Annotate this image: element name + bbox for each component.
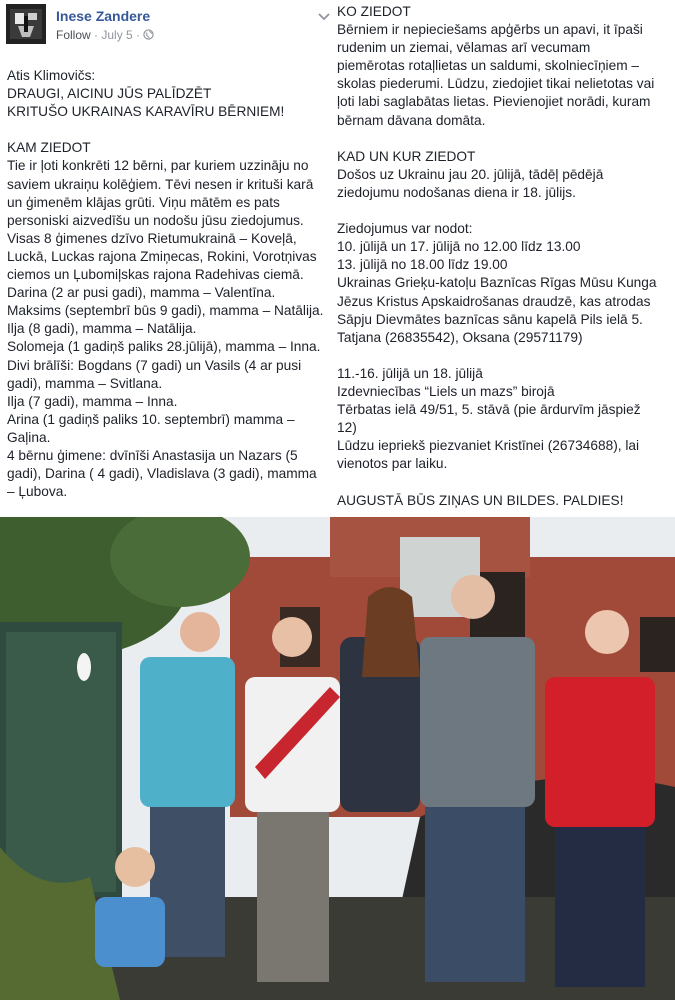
profile-avatar[interactable] bbox=[6, 4, 46, 44]
right-text-line: Jēzus Kristus Apskaidrošanas draudzē, kas atrodas bbox=[337, 293, 651, 309]
right-text-line bbox=[337, 202, 669, 220]
meta-separator-2: · bbox=[132, 28, 144, 42]
post-date[interactable]: July 5 bbox=[101, 28, 133, 42]
right-text-line bbox=[337, 347, 669, 365]
left-text-line: gadi), mamma – Svitlana. bbox=[7, 375, 163, 391]
right-text-line: Tērbatas ielā 49/51, 5. stāvā (pie ārdurvīm jāspiež bbox=[337, 402, 641, 418]
left-text-line: Visas 8 ģimenes dzīvo Rietumukrainā – Koveļā, bbox=[7, 230, 297, 246]
left-text-line: gadi), Darina ( 4 gadi), Vladislava (3 gadi), mamma bbox=[7, 466, 317, 482]
left-text-line: – Ļubova. bbox=[7, 484, 68, 500]
right-text-line: Došos uz Ukrainu jau 20. jūlijā, tādēļ pēdējā bbox=[337, 166, 604, 182]
right-text-line: 13. jūlijā no 18.00 līdz 19.00 bbox=[337, 257, 508, 273]
left-text-line: personiski aizvedīšu un nodošu jūsu ziedojumus. bbox=[7, 212, 304, 228]
post-text-left-column bbox=[7, 67, 335, 501]
right-text-line: KO ZIEDOT bbox=[337, 4, 411, 19]
post-text-right-column bbox=[337, 3, 669, 510]
post-photo[interactable] bbox=[0, 517, 675, 1000]
right-text-line: ziedojumu nodošanas diena ir 18. jūlijs. bbox=[337, 184, 576, 200]
right-text-line: 10. jūlijā un 17. jūlijā no 12.00 līdz 13.00 bbox=[337, 239, 581, 255]
right-text-line: KAD UN KUR ZIEDOT bbox=[337, 148, 476, 164]
left-text-line: Arina (1 gadiņš paliks 10. septembrī) mamma – bbox=[7, 411, 295, 427]
left-text-line: Gaļina. bbox=[7, 429, 51, 445]
right-text-line: piemērotas rotaļlietas un saldumi, skolniecīņiem – bbox=[337, 58, 640, 74]
left-text-line: Divi brālīši: Bogdans (7 gadi) un Vasils (4 ar pusi bbox=[7, 357, 302, 373]
left-text-line: ciemos un Ļubomiļskas rajona Radehivas ciemā. bbox=[7, 267, 304, 283]
left-text-line: Solomeja (1 gadiņš paliks 28.jūlijā), mamma – Inna. bbox=[7, 339, 321, 355]
right-text-line bbox=[337, 130, 669, 148]
right-text-line: Sāpju Dievmātes baznīcas sānu kapelā Pils ielā 5. bbox=[337, 311, 643, 327]
right-text-line: Tatjana (26835542), Oksana (29571179) bbox=[337, 329, 583, 345]
post-meta bbox=[56, 28, 154, 42]
right-text-line bbox=[337, 473, 669, 491]
meta-separator: · bbox=[90, 28, 102, 42]
right-text-line: vienotos par laiku. bbox=[337, 456, 448, 472]
left-text-line: Atis Klimovičs: bbox=[7, 68, 96, 83]
right-text-line: skolas piederumi. Lūdzu, ziedojiet tikai nelietotas vai bbox=[337, 76, 655, 92]
avatar-image bbox=[6, 4, 46, 44]
right-text-line: 11.-16. jūlijā un 18. jūlijā bbox=[337, 365, 483, 381]
left-text-line: Darina (2 ar pusi gadi), mamma – Valentīna. bbox=[7, 285, 276, 301]
post-header bbox=[6, 4, 332, 46]
left-text-line bbox=[7, 121, 335, 139]
left-text-line: un ģimenēm klājas grūti. Viņu mātēm es pats bbox=[7, 194, 280, 210]
right-text-line: bērnam dāvana domāta. bbox=[337, 112, 486, 128]
children-photo bbox=[0, 517, 675, 1000]
follow-link[interactable]: Follow bbox=[56, 28, 91, 42]
left-text-line: Ilja (7 gadi), mamma – Inna. bbox=[7, 393, 178, 409]
right-text-line: Ukrainas Grieķu-katoļu Baznīcas Rīgas Mūsu Kunga bbox=[337, 275, 657, 291]
left-text-line: Maksims (septembrī būs 9 gadi), mamma – Natālija. bbox=[7, 303, 324, 319]
right-text-line: Bērniem ir nepieciešams apģērbs un apavi, it īpaši bbox=[337, 22, 643, 38]
author-name[interactable]: Inese Zandere bbox=[56, 8, 151, 24]
right-text-line: Izdevniecības “Liels un mazs” birojā bbox=[337, 383, 555, 399]
left-text-line: DRAUGI, AICINU JŪS PALĪDZĒT bbox=[7, 86, 212, 102]
right-text-line: 12) bbox=[337, 420, 357, 436]
left-text-line: 4 bērnu ģimene: dvīnīši Anastasija un Nazars (5 bbox=[7, 447, 298, 463]
right-text-line: Lūdzu iepriekš piezvaniet Kristīnei (26734688), lai bbox=[337, 438, 640, 454]
globe-icon bbox=[143, 29, 154, 40]
right-text-line: ļoti labi saglabātas lietas. Pievienojiet norādi, kuram bbox=[337, 94, 651, 110]
left-text-line: Ilja (8 gadi), mamma – Natālija. bbox=[7, 321, 197, 337]
right-text-line: AUGUSTĀ BŪS ZIŅAS UN BILDES. PALDIES! bbox=[337, 492, 624, 508]
left-text-line: KAM ZIEDOT bbox=[7, 140, 91, 156]
left-text-line: Tie ir ļoti konkrēti 12 bērni, par kuriem uzzināju no bbox=[7, 158, 309, 174]
left-text-line: KRITUŠO UKRAINAS KARAVĪRU BĒRNIEM! bbox=[7, 104, 285, 120]
left-text-line: saviem ukraiņu kolēģiem. Tēvi nesen ir krituši karā bbox=[7, 176, 314, 192]
chevron-down-icon[interactable] bbox=[316, 8, 332, 24]
right-text-line: rudenim un ziemai, vēlamas arī vecumam bbox=[337, 40, 591, 56]
right-text-line: Ziedojumus var nodot: bbox=[337, 221, 473, 237]
left-text-line: Luckā, Luckas rajona Zmiņecas, Rokini, Vorotņivas bbox=[7, 248, 317, 264]
